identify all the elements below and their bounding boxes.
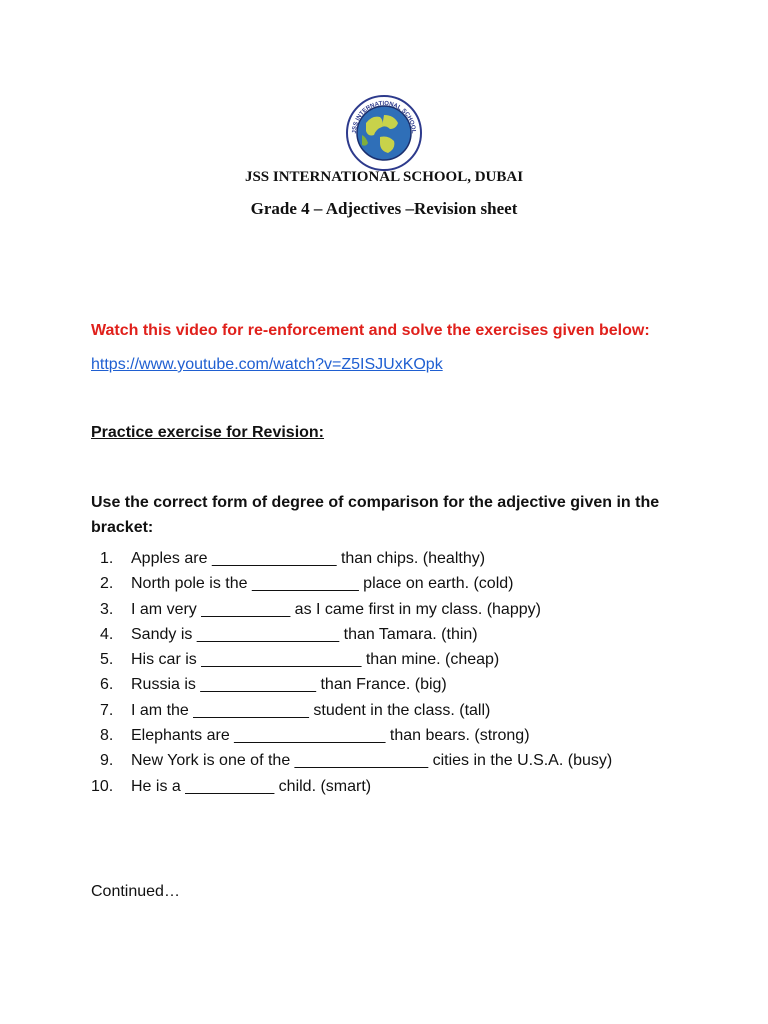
exercise-number: 4. xyxy=(100,625,114,643)
exercise-number: 6. xyxy=(100,676,114,694)
sheet-title: Grade 4 – Adjectives –Revision sheet xyxy=(250,199,518,218)
school-name: JSS INTERNATIONAL SCHOOL, DUBAI xyxy=(244,169,524,185)
exercise-text: New York is one of the _______________ cities in the U.S.A. (busy) xyxy=(131,752,613,770)
exercise-item xyxy=(91,549,711,574)
exercise-item xyxy=(91,574,711,599)
exercise-text: Sandy is ________________ than Tamara. (thin) xyxy=(131,625,478,643)
exercise-item xyxy=(91,675,711,700)
video-link[interactable]: https://www.youtube.com/watch?v=Z5ISJUxKOpk xyxy=(91,356,443,373)
exercise-text: I am the _____________ student in the class. (tall) xyxy=(131,701,491,719)
svg-text:JSS INTERNATIONAL SCHOOL: JSS INTERNATIONAL SCHOOL xyxy=(351,100,417,134)
exercise-number: 1. xyxy=(100,550,114,567)
exercise-item xyxy=(91,726,711,751)
exercise-text: I am very __________ as I came first in my class. (happy) xyxy=(131,600,541,618)
exercise-text: North pole is the ____________ place on earth. (cold) xyxy=(131,575,514,593)
task-instruction: Use the correct form of degree of comparison for the adjective given in the bracket: xyxy=(91,494,660,536)
continued-note: Continued… xyxy=(91,883,180,900)
exercise-text: Elephants are _________________ than bears. (strong) xyxy=(131,727,530,745)
exercise-number: 9. xyxy=(100,752,114,770)
exercise-text: Apples are ______________ than chips. (healthy) xyxy=(131,550,486,567)
practice-heading: Practice exercise for Revision: xyxy=(91,424,325,441)
exercise-number: 10. xyxy=(91,777,114,795)
exercise-item xyxy=(91,777,711,802)
exercise-number: 5. xyxy=(100,651,114,669)
exercise-number: 7. xyxy=(100,701,114,719)
exercise-text: His car is __________________ than mine. (cheap) xyxy=(131,651,500,669)
school-logo-icon xyxy=(344,93,424,173)
exercise-text: He is a __________ child. (smart) xyxy=(131,777,372,795)
exercise-number: 8. xyxy=(100,727,114,745)
exercise-item xyxy=(91,701,711,726)
exercise-list xyxy=(91,549,711,802)
video-instruction: Watch this video for re-enforcement and solve the exercises given below: xyxy=(91,322,650,339)
exercise-item xyxy=(91,751,711,776)
exercise-number: 3. xyxy=(100,600,114,618)
exercise-item xyxy=(91,600,711,625)
exercise-number: 2. xyxy=(100,575,114,593)
exercise-item xyxy=(91,625,711,650)
exercise-item xyxy=(91,650,711,675)
exercise-text: Russia is _____________ than France. (big) xyxy=(131,676,447,694)
